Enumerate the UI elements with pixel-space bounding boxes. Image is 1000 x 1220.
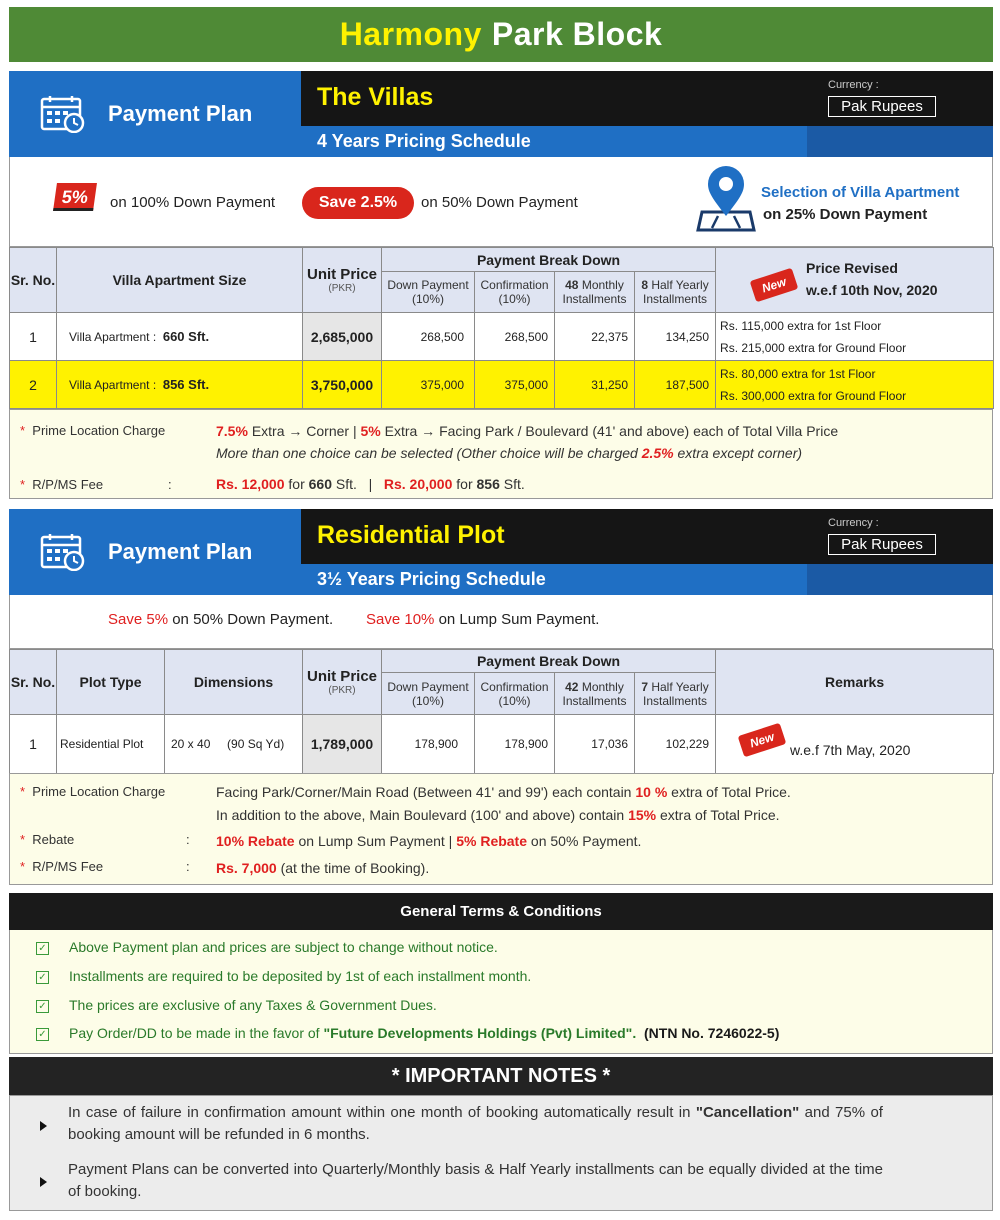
col-breakdown: Payment Break Down bbox=[382, 650, 716, 673]
currency-label: Currency : bbox=[828, 517, 879, 529]
cell-monthly: 17,036 bbox=[555, 715, 635, 774]
table-row bbox=[10, 313, 994, 361]
important-notes-title: * IMPORTANT NOTES * bbox=[9, 1057, 993, 1095]
cell-monthly: 31,250 bbox=[555, 361, 635, 409]
prime-location-detail: 7.5% Extra → Corner | 5% Extra → Facing Park / Boulevard (41' and above) each of Total Villa Price bbox=[216, 423, 839, 439]
cell-down: 178,900 bbox=[382, 715, 475, 774]
col-price: Unit Price (PKR) bbox=[303, 650, 382, 715]
cell-sr: 2 bbox=[10, 361, 57, 409]
col-monthly: 42 Monthly Installments bbox=[555, 673, 635, 715]
cell-conf: 268,500 bbox=[475, 313, 555, 361]
pricing-schedule: 4 Years Pricing Schedule bbox=[301, 126, 807, 157]
cell-sr: 1 bbox=[10, 715, 57, 774]
pricing-schedule: 3½ Years Pricing Schedule bbox=[301, 564, 807, 595]
cell-price: 3,750,000 bbox=[303, 361, 382, 409]
important-notes bbox=[9, 1095, 993, 1211]
selection-sub: on 25% Down Payment bbox=[763, 206, 928, 223]
calendar-icon bbox=[40, 95, 86, 133]
checkbox-icon: ✓ bbox=[36, 971, 49, 984]
save-pill: Save 2.5% bbox=[302, 187, 414, 219]
plan-name: Residential Plot bbox=[317, 521, 505, 549]
col-sr: Sr. No. bbox=[10, 650, 57, 715]
cell-conf: 178,900 bbox=[475, 715, 555, 774]
term-item: ✓ Installments are required to be deposited by 1st of each installment month. bbox=[36, 968, 531, 984]
villas-plan-header bbox=[9, 71, 993, 157]
plot-plan-header bbox=[9, 509, 993, 595]
checkbox-icon: ✓ bbox=[36, 942, 49, 955]
table-row bbox=[10, 361, 994, 409]
col-price: Unit Price (PKR) bbox=[303, 248, 382, 313]
prime-location-label: * Prime Location Charge bbox=[20, 784, 166, 799]
col-confirmation: Confirmation (10%) bbox=[475, 673, 555, 715]
rebate-label: * Rebate bbox=[20, 832, 75, 847]
prime-location-a: Facing Park/Corner/Main Road (Between 41' and 99') each contain 10 % extra of Total Price. bbox=[216, 784, 791, 800]
title-part2: Park Block bbox=[491, 16, 663, 52]
fee-detail: Rs. 7,000 (at the time of Booking). bbox=[216, 860, 430, 876]
offer-full-payment: on 100% Down Payment bbox=[110, 194, 276, 211]
cell-price: 1,789,000 bbox=[303, 715, 382, 774]
terms-title: General Terms & Conditions bbox=[9, 893, 993, 930]
prime-location-note: More than one choice can be selected (Other choice will be charged 2.5% extra except corner) bbox=[216, 445, 803, 461]
col-monthly: 48 Monthly Installments bbox=[555, 272, 635, 313]
cell-conf: 375,000 bbox=[475, 361, 555, 409]
prime-location-b: In addition to the above, Main Boulevard (100' and above) contain 15% extra of Total Price. bbox=[216, 807, 780, 823]
col-sr: Sr. No. bbox=[10, 248, 57, 313]
cell-half: 134,250 bbox=[635, 313, 716, 361]
currency-value: Pak Rupees bbox=[828, 534, 936, 555]
arrow-icon bbox=[40, 1177, 47, 1187]
cell-half: 102,229 bbox=[635, 715, 716, 774]
plan-name-box bbox=[301, 509, 993, 564]
col-down-payment: Down Payment (10%) bbox=[382, 673, 475, 715]
col-breakdown: Payment Break Down bbox=[382, 248, 716, 272]
payment-plan-label-box bbox=[9, 71, 301, 157]
schedule-bar-end bbox=[807, 564, 993, 595]
cell-extras: Rs. 80,000 extra for 1st Floor Rs. 300,000 extra for Ground Floor bbox=[716, 361, 994, 409]
rebate-detail: 10% Rebate on Lump Sum Payment | 5% Rebate on 50% Payment. bbox=[216, 833, 642, 849]
important-note-2: Payment Plans can be converted into Quarterly/Monthly basis & Half Yearly installments can be equally divided at the time of booking. bbox=[68, 1161, 883, 1200]
important-note-1: In case of failure in confirmation amount within one month of booking automatically result in "Cancellation" and 75% of booking amount will be refunded in 6 months. bbox=[68, 1104, 883, 1143]
plot-offer-2: Save 10% on Lump Sum Payment. bbox=[366, 611, 600, 628]
villas-price-table bbox=[9, 247, 994, 409]
fee-colon: : bbox=[168, 477, 172, 492]
prime-location-label: * Prime Location Charge bbox=[20, 423, 166, 438]
col-remarks: Remarks bbox=[716, 650, 994, 715]
currency-label: Currency : bbox=[828, 79, 879, 91]
new-tag: New bbox=[738, 723, 787, 758]
schedule-bar-end bbox=[807, 126, 993, 157]
cell-half: 187,500 bbox=[635, 361, 716, 409]
cell-plot-type: Residential Plot bbox=[57, 715, 165, 774]
payment-plan-label-box bbox=[9, 509, 301, 595]
villas-notes bbox=[9, 409, 993, 499]
col-down-payment: Down Payment (10%) bbox=[382, 272, 475, 313]
col-confirmation: Confirmation (10%) bbox=[475, 272, 555, 313]
fee-label: * R/P/MS Fee bbox=[20, 477, 104, 492]
cell-price: 2,685,000 bbox=[303, 313, 382, 361]
plot-offers bbox=[9, 595, 993, 649]
col-dimensions: Dimensions bbox=[165, 650, 303, 715]
col-half-yearly: 8 Half Yearly Installments bbox=[635, 272, 716, 313]
page-title bbox=[9, 7, 993, 62]
terms-list bbox=[9, 930, 993, 1054]
cell-remarks bbox=[716, 715, 994, 774]
cell-size: Villa Apartment : 856 Sft. bbox=[57, 361, 303, 409]
cell-down: 375,000 bbox=[382, 361, 475, 409]
plan-name: The Villas bbox=[317, 83, 434, 111]
rebate-colon: : bbox=[186, 832, 190, 847]
cell-sr: 1 bbox=[10, 313, 57, 361]
table-row bbox=[10, 715, 994, 774]
discount-badge: 5% bbox=[53, 183, 97, 211]
revised-date: w.e.f 10th Nov, 2020 bbox=[806, 282, 938, 298]
checkbox-icon: ✓ bbox=[36, 1028, 49, 1041]
currency-value: Pak Rupees bbox=[828, 96, 936, 117]
offer-half-payment: on 50% Down Payment bbox=[421, 194, 578, 211]
fee-colon: : bbox=[186, 859, 190, 874]
cell-down: 268,500 bbox=[382, 313, 475, 361]
cell-dimensions: 20 x 40 (90 Sq Yd) bbox=[165, 715, 303, 774]
cell-extras: Rs. 115,000 extra for 1st Floor Rs. 215,000 extra for Ground Floor bbox=[716, 313, 994, 361]
term-item: ✓ Above Payment plan and prices are subject to change without notice. bbox=[36, 939, 498, 955]
cell-size: Villa Apartment : 660 Sft. bbox=[57, 313, 303, 361]
payment-plan-label: Payment Plan bbox=[108, 539, 253, 564]
villas-offers bbox=[9, 157, 993, 247]
col-price-revised bbox=[716, 248, 994, 313]
location-map-icon bbox=[696, 166, 756, 232]
remark-date: w.e.f 7th May, 2020 bbox=[790, 742, 911, 758]
plot-price-table bbox=[9, 649, 994, 774]
title-part1: Harmony bbox=[339, 16, 482, 52]
arrow-icon bbox=[40, 1121, 47, 1131]
term-item: ✓ The prices are exclusive of any Taxes & Government Dues. bbox=[36, 997, 437, 1013]
selection-title: Selection of Villa Apartment bbox=[761, 184, 960, 201]
col-half-yearly: 7 Half Yearly Installments bbox=[635, 673, 716, 715]
payment-plan-label: Payment Plan bbox=[108, 101, 253, 126]
term-item: ✓ Pay Order/DD to be made in the favor of "Future Developments Holdings (Pvt) Limited". (NTN No. 7246022-5) bbox=[36, 1025, 779, 1041]
col-plot-type: Plot Type bbox=[57, 650, 165, 715]
plan-name-box bbox=[301, 71, 993, 126]
cell-monthly: 22,375 bbox=[555, 313, 635, 361]
new-tag: New bbox=[750, 268, 799, 303]
checkbox-icon: ✓ bbox=[36, 1000, 49, 1013]
fee-detail: Rs. 12,000 for 660 Sft. | Rs. 20,000 for 856 Sft. bbox=[216, 476, 525, 492]
fee-label: * R/P/MS Fee bbox=[20, 859, 104, 874]
plot-notes bbox=[9, 773, 993, 885]
plot-offer-1: Save 5% on 50% Down Payment. bbox=[108, 611, 334, 628]
revised-title: Price Revised bbox=[806, 260, 898, 276]
col-size: Villa Apartment Size bbox=[57, 248, 303, 313]
calendar-icon bbox=[40, 533, 86, 571]
